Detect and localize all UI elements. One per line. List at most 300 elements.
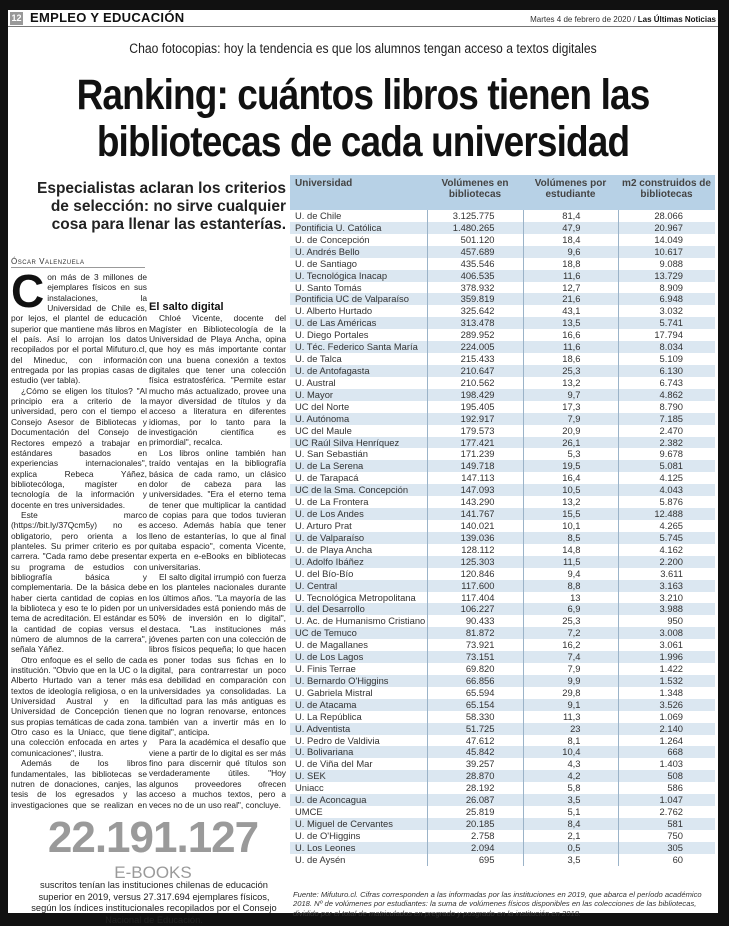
per-student-value: 18,6 bbox=[523, 353, 618, 365]
newspaper-page bbox=[8, 10, 718, 925]
m2-value: 6.743 bbox=[618, 377, 715, 389]
m2-value: 750 bbox=[618, 830, 715, 842]
m2-value: 1.069 bbox=[618, 711, 715, 723]
university-name: U. de Chile bbox=[295, 210, 342, 221]
m2-value: 5.876 bbox=[618, 496, 715, 508]
ranking-table bbox=[290, 175, 715, 866]
volumes-value: 192.917 bbox=[427, 413, 523, 425]
volumes-value: 325.642 bbox=[427, 305, 523, 317]
table-row bbox=[290, 639, 715, 651]
publication-name: Las Últimas Noticias bbox=[637, 15, 716, 24]
per-student-value: 11,6 bbox=[523, 341, 618, 353]
table-row bbox=[290, 460, 715, 472]
university-name: U. de Magallanes bbox=[295, 639, 368, 651]
university-name: U. Gabriela Mistral bbox=[295, 686, 373, 698]
university-name: U. Adolfo Ibáñez bbox=[290, 556, 427, 568]
university-name: UMCE bbox=[295, 806, 323, 818]
table-row bbox=[290, 305, 715, 317]
m2-value: 3.008 bbox=[618, 627, 715, 639]
deck: Especialistas aclaran los criterios de selección: no sirve cualquier cosa para llenar las estanterías. bbox=[37, 180, 286, 233]
stat-number: 22.191.127 bbox=[47, 813, 259, 862]
volumes-value: 147.113 bbox=[427, 472, 523, 484]
university-name: U. de Los Andes bbox=[290, 508, 427, 520]
page-header bbox=[8, 10, 718, 27]
volumes-value: 457.689 bbox=[427, 246, 523, 258]
volumes-value: 125.303 bbox=[427, 556, 523, 568]
per-student-value: 13,2 bbox=[523, 496, 618, 508]
m2-value: 9.088 bbox=[618, 258, 715, 270]
per-student-value: 26,1 bbox=[523, 437, 618, 449]
university-name: U. Central bbox=[290, 580, 427, 592]
university-name: U. Ac. de Humanismo Cristiano bbox=[295, 615, 426, 627]
per-student-value: 19,5 bbox=[523, 460, 618, 472]
volumes-value: 28.870 bbox=[427, 770, 523, 782]
volumes-value: 128.112 bbox=[427, 544, 523, 556]
volumes-value: 406.535 bbox=[427, 270, 523, 282]
table-row bbox=[290, 854, 715, 866]
m2-value: 7.185 bbox=[618, 413, 715, 425]
m2-value: 4.162 bbox=[618, 544, 715, 556]
m2-value: 581 bbox=[618, 818, 715, 830]
per-student-value: 7,4 bbox=[523, 651, 618, 663]
university-name: U. Alberto Hurtado bbox=[295, 305, 373, 317]
university-name: U. de Valparaíso bbox=[290, 532, 427, 544]
volumes-value: 2.094 bbox=[427, 842, 523, 854]
volumes-value: 65.154 bbox=[427, 699, 523, 711]
m2-value: 2.140 bbox=[618, 723, 715, 735]
article-column-1 bbox=[11, 265, 147, 810]
university-name: U. Bolivariana bbox=[290, 746, 427, 758]
university-name: U. de Tarapacá bbox=[295, 472, 359, 484]
col-header-per-student: Volúmenes por estudiante bbox=[523, 175, 618, 210]
university-name: U. de O'Higgins bbox=[295, 829, 361, 841]
volumes-value: 289.952 bbox=[427, 329, 523, 341]
volumes-value: 3.125.775 bbox=[427, 210, 523, 222]
university-name: U. Téc. Federico Santa María bbox=[290, 341, 427, 353]
m2-value: 3.061 bbox=[618, 639, 715, 651]
table-row bbox=[290, 413, 715, 425]
university-name: U. de Talca bbox=[295, 353, 342, 365]
per-student-value: 10,1 bbox=[523, 520, 618, 532]
table-row bbox=[290, 401, 715, 413]
m2-value: 6.130 bbox=[618, 365, 715, 377]
table-row bbox=[290, 270, 715, 282]
volumes-value: 117.600 bbox=[427, 580, 523, 592]
volumes-value: 313.478 bbox=[427, 317, 523, 329]
per-student-value: 7,9 bbox=[523, 663, 618, 675]
m2-value: 3.210 bbox=[618, 592, 715, 604]
m2-value: 1.422 bbox=[618, 663, 715, 675]
per-student-value: 13,2 bbox=[523, 377, 618, 389]
m2-value: 2.762 bbox=[618, 806, 715, 818]
university-name: U. del Desarrollo bbox=[290, 603, 427, 615]
table-row bbox=[290, 842, 715, 854]
per-student-value: 25,3 bbox=[523, 365, 618, 377]
table-row bbox=[290, 770, 715, 782]
volumes-value: 1.480.265 bbox=[427, 222, 523, 234]
volumes-value: 28.192 bbox=[427, 782, 523, 794]
per-student-value: 5,3 bbox=[523, 448, 618, 460]
university-name: U. SEK bbox=[290, 770, 427, 782]
kicker: Chao fotocopias: hoy la tendencia es que los alumnos tengan acceso a textos digitales bbox=[129, 41, 597, 56]
per-student-value: 13 bbox=[523, 592, 618, 604]
per-student-value: 17,3 bbox=[523, 401, 618, 413]
university-name: U. de Viña del Mar bbox=[295, 758, 373, 770]
table-row bbox=[290, 746, 715, 758]
per-student-value: 23 bbox=[523, 723, 618, 735]
table-footnote: Fuente: Mifuturo.cl. Cifras corresponden a las informadas por las instituciones en 2019, que abarca el período académico 2018. Nº de volúmenes por estudiantes: la suma de volúmenes físicos disponibles en las colecciones de las bibliotecas, dividido por el total de matriculados en pregrado y posgrado en la institución en 2018. bbox=[293, 890, 702, 918]
university-name: U. de Atacama bbox=[290, 699, 427, 711]
per-student-value: 5,8 bbox=[523, 782, 618, 794]
m2-value: 4.125 bbox=[618, 472, 715, 484]
university-name: U. Andrés Bello bbox=[290, 246, 427, 258]
volumes-value: 58.330 bbox=[427, 711, 523, 723]
volumes-value: 149.718 bbox=[427, 460, 523, 472]
volumes-value: 195.405 bbox=[427, 401, 523, 413]
m2-value: 5.081 bbox=[618, 460, 715, 472]
per-student-value: 8,4 bbox=[523, 818, 618, 830]
table-row bbox=[290, 246, 715, 258]
per-student-value: 7,9 bbox=[523, 413, 618, 425]
m2-value: 1.348 bbox=[618, 687, 715, 699]
table-row bbox=[290, 687, 715, 699]
university-name: U. Mayor bbox=[290, 389, 427, 401]
volumes-value: 2.758 bbox=[427, 830, 523, 842]
per-student-value: 11,5 bbox=[523, 556, 618, 568]
university-name: UC del Maule bbox=[295, 424, 352, 436]
table-row bbox=[290, 758, 715, 770]
university-name: UC de Temuco bbox=[290, 627, 427, 639]
volumes-value: 139.036 bbox=[427, 532, 523, 544]
university-name: U. Pedro de Valdivia bbox=[295, 734, 380, 746]
volumes-value: 171.239 bbox=[427, 448, 523, 460]
per-student-value: 25,3 bbox=[523, 615, 618, 627]
table-row bbox=[290, 437, 715, 449]
university-name: U. de Las Américas bbox=[290, 317, 427, 329]
volumes-value: 210.647 bbox=[427, 365, 523, 377]
volumes-value: 141.767 bbox=[427, 508, 523, 520]
per-student-value: 5,1 bbox=[523, 806, 618, 818]
table-row bbox=[290, 448, 715, 460]
col-header-university: Universidad bbox=[290, 175, 427, 210]
university-name: U. Adventista bbox=[290, 723, 427, 735]
volumes-value: 147.093 bbox=[427, 484, 523, 496]
university-name: U. Diego Portales bbox=[295, 329, 369, 341]
section-title: EMPLEO Y EDUCACIÓN bbox=[30, 10, 185, 25]
per-student-value: 4,3 bbox=[523, 758, 618, 770]
volumes-value: 359.819 bbox=[427, 293, 523, 305]
university-name: U. Austral bbox=[295, 376, 336, 388]
volumes-value: 215.433 bbox=[427, 353, 523, 365]
university-name: U. Los Leones bbox=[290, 842, 427, 854]
per-student-value: 10,5 bbox=[523, 484, 618, 496]
m2-value: 8.909 bbox=[618, 282, 715, 294]
volumes-value: 51.725 bbox=[427, 723, 523, 735]
table-row bbox=[290, 675, 715, 687]
university-name: U. Miguel de Cervantes bbox=[290, 818, 427, 830]
volumes-value: 117.404 bbox=[427, 592, 523, 604]
m2-value: 10.617 bbox=[618, 246, 715, 258]
date: Martes 4 de febrero de 2020 / bbox=[530, 15, 636, 24]
m2-value: 3.988 bbox=[618, 603, 715, 615]
university-name: U. de Antofagasta bbox=[290, 365, 427, 377]
m2-value: 4.862 bbox=[618, 389, 715, 401]
volumes-value: 177.421 bbox=[427, 437, 523, 449]
m2-value: 305 bbox=[618, 842, 715, 854]
table-row bbox=[290, 365, 715, 377]
volumes-value: 81.872 bbox=[427, 627, 523, 639]
volumes-value: 25.819 bbox=[427, 806, 523, 818]
table-row bbox=[290, 317, 715, 329]
university-name: Pontificia UC de Valparaíso bbox=[290, 293, 427, 305]
m2-value: 60 bbox=[618, 854, 715, 866]
m2-value: 4.265 bbox=[618, 520, 715, 532]
table-row bbox=[290, 389, 715, 401]
m2-value: 2.200 bbox=[618, 556, 715, 568]
university-name: U. Santo Tomás bbox=[295, 281, 362, 293]
subheading: El salto digital bbox=[149, 301, 224, 313]
per-student-value: 7,2 bbox=[523, 627, 618, 639]
m2-value: 1.264 bbox=[618, 735, 715, 747]
paragraph: Otro enfoque es el sello de cada institución. "Obvio que en la UC o la Alberto Hurtado van a tener más textos de ideología religiosa, o en la Universidad Austral y en la Universidad de Concepción tienen sus propias temáticas de cada zona. Otro caso es la Uniacc, que tiene una colección enfocada en artes y comunicaciones", ilustra. bbox=[11, 654, 147, 758]
university-name: U. de La Serena bbox=[290, 460, 427, 472]
volumes-value: 179.573 bbox=[427, 425, 523, 437]
volumes-value: 140.021 bbox=[427, 520, 523, 532]
table-row bbox=[290, 258, 715, 270]
volumes-value: 695 bbox=[427, 854, 523, 866]
per-student-value: 14,8 bbox=[523, 544, 618, 556]
m2-value: 28.066 bbox=[618, 210, 715, 222]
volumes-value: 143.290 bbox=[427, 496, 523, 508]
volumes-value: 435.546 bbox=[427, 258, 523, 270]
table-row bbox=[290, 663, 715, 675]
per-student-value: 20,9 bbox=[523, 425, 618, 437]
per-student-value: 21,6 bbox=[523, 293, 618, 305]
drop-cap: C bbox=[11, 265, 45, 317]
university-name: U. La República bbox=[295, 710, 362, 722]
table-row bbox=[290, 472, 715, 484]
m2-value: 3.163 bbox=[618, 580, 715, 592]
paragraph: Chloé Vicente, docente del Magíster en Bibliotecología de la Universidad de Playa Ancha, opina que hoy es más importante contar con una buena conexión a textos digitales que tener una colección física estratosférica. "Permite estar mucho más actualizado, provee una mayor diversidad de títulos y da acceso a literatura en diferentes idiomas, por lo tanto para la investigación científica es primordial", recalca. bbox=[149, 313, 286, 448]
table-row bbox=[290, 496, 715, 508]
table-row bbox=[290, 210, 715, 222]
volumes-value: 198.429 bbox=[427, 389, 523, 401]
m2-value: 3.526 bbox=[618, 699, 715, 711]
volumes-value: 47.612 bbox=[427, 735, 523, 747]
university-name: U. Finis Terrae bbox=[295, 663, 356, 675]
table-row bbox=[290, 711, 715, 723]
university-name: UC Raúl Silva Henríquez bbox=[290, 437, 427, 449]
per-student-value: 9,9 bbox=[523, 675, 618, 687]
university-name: U. Arturo Prat bbox=[295, 519, 352, 531]
per-student-value: 8,1 bbox=[523, 735, 618, 747]
m2-value: 4.043 bbox=[618, 484, 715, 496]
m2-value: 8.034 bbox=[618, 341, 715, 353]
byline: Óscar Valenzuela bbox=[11, 257, 145, 268]
per-student-value: 16,6 bbox=[523, 329, 618, 341]
table-row bbox=[290, 508, 715, 520]
m2-value: 1.996 bbox=[618, 651, 715, 663]
volumes-value: 120.846 bbox=[427, 568, 523, 580]
m2-value: 3.611 bbox=[618, 568, 715, 580]
table-row bbox=[290, 222, 715, 234]
university-name: UC del Norte bbox=[295, 400, 350, 412]
table-row bbox=[290, 627, 715, 639]
per-student-value: 15,5 bbox=[523, 508, 618, 520]
university-name: UC de la Sma. Concepción bbox=[290, 484, 427, 496]
per-student-value: 6,9 bbox=[523, 603, 618, 615]
table-row bbox=[290, 651, 715, 663]
table-row bbox=[290, 544, 715, 556]
table-row bbox=[290, 699, 715, 711]
university-name: U. Tecnológica Inacap bbox=[290, 270, 427, 282]
per-student-value: 3,5 bbox=[523, 854, 618, 866]
table-row bbox=[290, 794, 715, 806]
paragraph: Además de los libros fundamentales, las bibliotecas se nutren de donaciones, canjes, las tesis de los egresados y las investigaciones que se realizan en bbox=[11, 758, 147, 810]
university-name: U. del Bío-Bío bbox=[295, 567, 354, 579]
per-student-value: 3,5 bbox=[523, 794, 618, 806]
table-row bbox=[290, 556, 715, 568]
table-row bbox=[290, 568, 715, 580]
volumes-value: 378.932 bbox=[427, 282, 523, 294]
per-student-value: 2,1 bbox=[523, 830, 618, 842]
paragraph: El salto digital irrumpió con fuerza en los planteles nacionales durante los últimos años. "La mayoría de las universidades está poniendo más de 50% de inversión en lo digital", destaca. "Las instituciones más jóvenes parten con una colección de libros físicos pequeña; lo que hacen es poner todas sus fichas en lo digital, para contrarrestar un poco esa debilidad en comparación con universidades ya consolidadas. La dificultad para las más antiguas es que no logran renovarse, entonces también van a invertir más en lo digital", anticipa. bbox=[149, 571, 286, 738]
m2-value: 668 bbox=[618, 746, 715, 758]
m2-value: 950 bbox=[618, 615, 715, 627]
volumes-value: 210.562 bbox=[427, 377, 523, 389]
volumes-value: 69.820 bbox=[427, 663, 523, 675]
col-header-m2: m2 construidos de bibliotecas bbox=[618, 175, 715, 210]
per-student-value: 16,4 bbox=[523, 472, 618, 484]
per-student-value: 0,5 bbox=[523, 842, 618, 854]
table-row bbox=[290, 532, 715, 544]
per-student-value: 9,6 bbox=[523, 246, 618, 258]
m2-value: 1.047 bbox=[618, 794, 715, 806]
university-name: U. de Aysén bbox=[295, 853, 346, 865]
per-student-value: 18,8 bbox=[523, 258, 618, 270]
per-student-value: 47,9 bbox=[523, 222, 618, 234]
university-name: Pontificia U. Católica bbox=[290, 222, 427, 234]
table-row bbox=[290, 329, 715, 341]
m2-value: 6.948 bbox=[618, 293, 715, 305]
headline-line-2: bibliotecas de cada universidad bbox=[96, 118, 630, 166]
volumes-value: 73.921 bbox=[427, 639, 523, 651]
table-row bbox=[290, 735, 715, 747]
table-row bbox=[290, 377, 715, 389]
per-student-value: 18,4 bbox=[523, 234, 618, 246]
m2-value: 13.729 bbox=[618, 270, 715, 282]
per-student-value: 10,4 bbox=[523, 746, 618, 758]
per-student-value: 29,8 bbox=[523, 687, 618, 699]
volumes-value: 20.185 bbox=[427, 818, 523, 830]
table-row bbox=[290, 723, 715, 735]
per-student-value: 8,5 bbox=[523, 532, 618, 544]
university-name: U. de Los Lagos bbox=[290, 651, 427, 663]
dateline bbox=[530, 15, 716, 24]
m2-value: 12.488 bbox=[618, 508, 715, 520]
university-name: U. de Concepción bbox=[295, 233, 370, 245]
paragraph: Para la académica el desafío que viene a partir de lo digital es ser más fino para discernir qué títulos son verdaderamente útiles. "Hoy algunos proveedores ofrecen acceso a muchos textos, pero a veces no de un uso real", concluye. bbox=[149, 737, 286, 810]
per-student-value: 16,2 bbox=[523, 639, 618, 651]
m2-value: 2.382 bbox=[618, 437, 715, 449]
table-row bbox=[290, 520, 715, 532]
per-student-value: 9,1 bbox=[523, 699, 618, 711]
volumes-value: 90.433 bbox=[427, 615, 523, 627]
volumes-value: 26.087 bbox=[427, 794, 523, 806]
m2-value: 2.470 bbox=[618, 425, 715, 437]
per-student-value: 9,4 bbox=[523, 568, 618, 580]
paragraph bbox=[11, 265, 147, 386]
m2-value: 14.049 bbox=[618, 234, 715, 246]
m2-value: 8.790 bbox=[618, 401, 715, 413]
table-row bbox=[290, 603, 715, 615]
m2-value: 5.745 bbox=[618, 532, 715, 544]
volumes-value: 106.227 bbox=[427, 603, 523, 615]
university-name: U. de Santiago bbox=[295, 257, 358, 269]
stat-caption: suscritos tenían las instituciones chilenas de educación superior en 2019, versus 27.317.694 ejemplares físicos, según los índices institucionales recopilados por el Consejo Nacional de Educación. bbox=[31, 880, 277, 925]
volumes-value: 73.151 bbox=[427, 651, 523, 663]
m2-value: 3.032 bbox=[618, 305, 715, 317]
volumes-value: 39.257 bbox=[427, 758, 523, 770]
university-name: U. Autónoma bbox=[290, 413, 427, 425]
table-row bbox=[290, 425, 715, 437]
table-row bbox=[290, 234, 715, 246]
table-row bbox=[290, 293, 715, 305]
university-name: U. San Sebastián bbox=[295, 448, 368, 460]
m2-value: 508 bbox=[618, 770, 715, 782]
m2-value: 9.678 bbox=[618, 448, 715, 460]
table-row bbox=[290, 353, 715, 365]
per-student-value: 11,3 bbox=[523, 711, 618, 723]
table-row bbox=[290, 580, 715, 592]
volumes-value: 66.856 bbox=[427, 675, 523, 687]
m2-value: 5.109 bbox=[618, 353, 715, 365]
table-row bbox=[290, 818, 715, 830]
volumes-value: 224.005 bbox=[427, 341, 523, 353]
m2-value: 586 bbox=[618, 782, 715, 794]
table-row bbox=[290, 615, 715, 627]
table-row bbox=[290, 830, 715, 842]
headline bbox=[58, 72, 669, 166]
col-header-volumes: Volúmenes en bibliotecas bbox=[427, 175, 523, 210]
per-student-value: 81,4 bbox=[523, 210, 618, 222]
page-number: 12 bbox=[11, 13, 22, 23]
m2-value: 1.403 bbox=[618, 758, 715, 770]
per-student-value: 9,7 bbox=[523, 389, 618, 401]
article-column-2 bbox=[149, 257, 286, 810]
table-row bbox=[290, 484, 715, 496]
volumes-value: 65.594 bbox=[427, 687, 523, 699]
headline-line-1: Ranking: cuántos libros tienen las bbox=[76, 71, 650, 119]
table-header-row bbox=[290, 175, 715, 210]
paragraph: ¿Cómo se eligen los títulos? "Al principio era a criterio de la universidad, pero con el tiempo el Consejo Asesor de Bibliotecas y Documentación del Consejo de Rectores empezó a trabajar en estándares basados en experiencias internacionales", explica Rebeca Yáñez, bibliotecóloga, magíster en tecnología de la información y docente en tres universidades. bbox=[11, 385, 147, 510]
per-student-value: 43,1 bbox=[523, 305, 618, 317]
per-student-value: 13,5 bbox=[523, 317, 618, 329]
volumes-value: 45.842 bbox=[427, 746, 523, 758]
stat-label: E-BOOKS bbox=[114, 863, 192, 882]
m2-value: 20.967 bbox=[618, 222, 715, 234]
university-name: Uniacc bbox=[295, 782, 324, 794]
volumes-value: 501.120 bbox=[427, 234, 523, 246]
university-name: U. de Playa Ancha bbox=[295, 543, 373, 555]
table-row bbox=[290, 806, 715, 818]
paragraph: Los libros online también han traído ventajas en la bibliografía básica de cada ramo, un clásico dolor de cabeza para las universidades. "Era el eterno tema de tener que multiplicar la cantidad de copias para que todos tuvieran acceso. Además había que tener lleno de estanterías, lo que al final quitaba espacio", comenta Vicente, experta en e-eBooks en bibliotecas universitarias. bbox=[149, 447, 286, 572]
university-name: U. Bernardo O'Higgins bbox=[290, 675, 427, 687]
university-name: U. de La Frontera bbox=[295, 496, 369, 508]
table-row bbox=[290, 282, 715, 294]
per-student-value: 8,8 bbox=[523, 580, 618, 592]
per-student-value: 11,6 bbox=[523, 270, 618, 282]
